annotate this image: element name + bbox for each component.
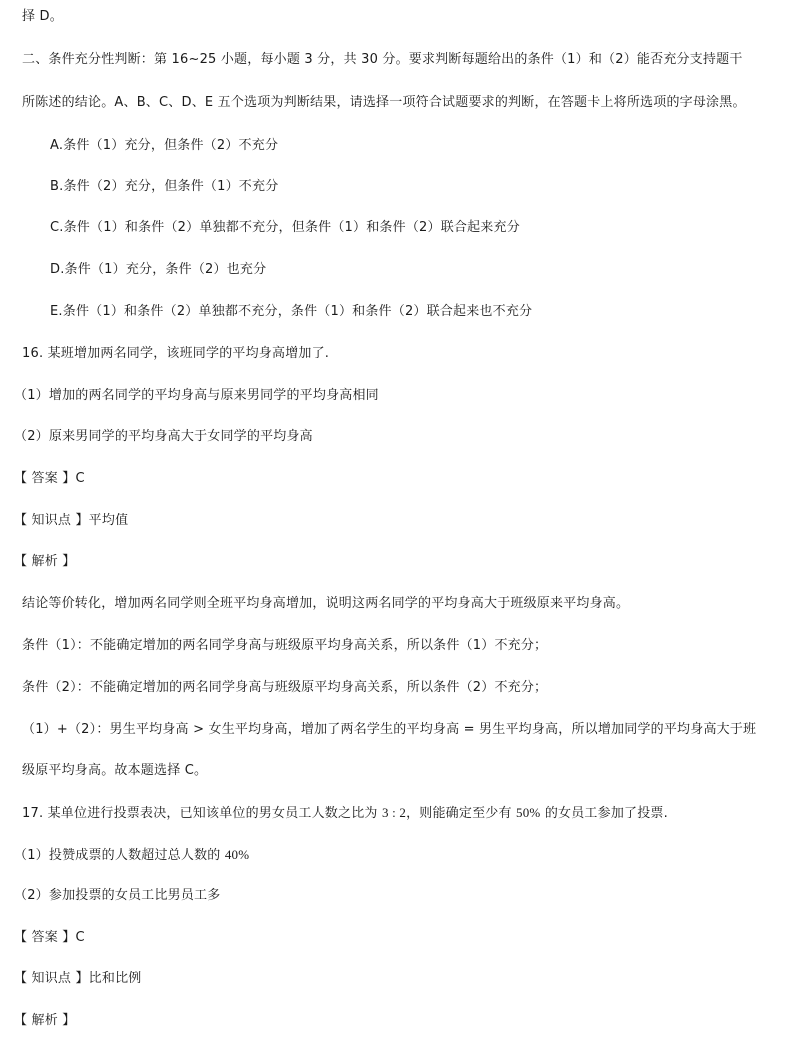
q17-answer: 【 答案 】C bbox=[14, 930, 85, 945]
q17-condition-1-value: 40% bbox=[224, 847, 250, 862]
q17-knowledge-point: 【 知识点 】比和比例 bbox=[14, 971, 142, 986]
q16-analysis-line: 结论等价转化，增加两名同学则全班平均身高增加，说明这两名同学的平均身高大于班级原来平均身高。 bbox=[22, 596, 630, 611]
q16-analysis-line: （1）+（2）：男生平均身高 > 女生平均身高，增加了两名学生的平均身高 = 男生平均身高，所以增加同学的平均身高大于班 bbox=[22, 722, 757, 737]
section-heading-line-1: 二、条件充分性判断：第 16~25 小题，每小题 3 分，共 30 分。要求判断每题给出的条件（1）和（2）能否充分支持题干 bbox=[22, 52, 743, 67]
option-c: C.条件（1）和条件（2）单独都不充分，但条件（1）和条件（2）联合起来充分 bbox=[50, 220, 520, 235]
q17-stem-part-a: 17. 某单位进行投票表决，已知该单位的男女员工人数之比为 bbox=[22, 806, 378, 821]
q16-analysis-line: 级原平均身高。故本题选择 C。 bbox=[22, 763, 208, 778]
q16-analysis-line: 条件（1）：不能确定增加的两名同学身高与班级原平均身高关系，所以条件（1）不充分； bbox=[22, 638, 548, 653]
option-b: B.条件（2）充分，但条件（1）不充分 bbox=[50, 179, 279, 194]
q17-condition-1-text: （1）投赞成票的人数超过总人数的 bbox=[14, 848, 221, 863]
q16-analysis-line: 条件（2）：不能确定增加的两名同学身高与班级原平均身高关系，所以条件（2）不充分； bbox=[22, 680, 548, 695]
q17-condition-2: （2）参加投票的女员工比男员工多 bbox=[14, 888, 221, 903]
q17-percent: 50% bbox=[516, 805, 541, 820]
q17-ratio: 3 : 2 bbox=[381, 805, 407, 820]
q16-condition-2: （2）原来男同学的平均身高大于女同学的平均身高 bbox=[14, 429, 313, 444]
q16-stem: 16. 某班增加两名同学，该班同学的平均身高增加了. bbox=[22, 346, 330, 361]
previous-answer-fragment: 择 D。 bbox=[22, 9, 63, 24]
section-heading-line-2: 所陈述的结论。A、B、C、D、E 五个选项为判断结果，请选择一项符合试题要求的判断，在答题卡上将所选项的字母涂黑。 bbox=[22, 95, 746, 110]
q17-stem bbox=[22, 804, 668, 823]
q17-condition-1 bbox=[14, 846, 249, 865]
option-e: E.条件（1）和条件（2）单独都不充分，条件（1）和条件（2）联合起来也不充分 bbox=[50, 304, 533, 319]
q16-answer: 【 答案 】C bbox=[14, 471, 85, 486]
q16-condition-1: （1）增加的两名同学的平均身高与原来男同学的平均身高相同 bbox=[14, 388, 379, 403]
q17-analysis-label: 【 解析 】 bbox=[14, 1013, 76, 1028]
q16-knowledge-point: 【 知识点 】平均值 bbox=[14, 513, 129, 528]
option-a: A.条件（1）充分，但条件（2）不充分 bbox=[50, 138, 279, 153]
q17-stem-part-b: ，则能确定至少有 bbox=[406, 806, 512, 821]
q17-stem-part-c: 的女员工参加了投票. bbox=[544, 806, 668, 821]
option-d: D.条件（1）充分，条件（2）也充分 bbox=[50, 262, 267, 277]
q16-analysis-label: 【 解析 】 bbox=[14, 554, 76, 569]
